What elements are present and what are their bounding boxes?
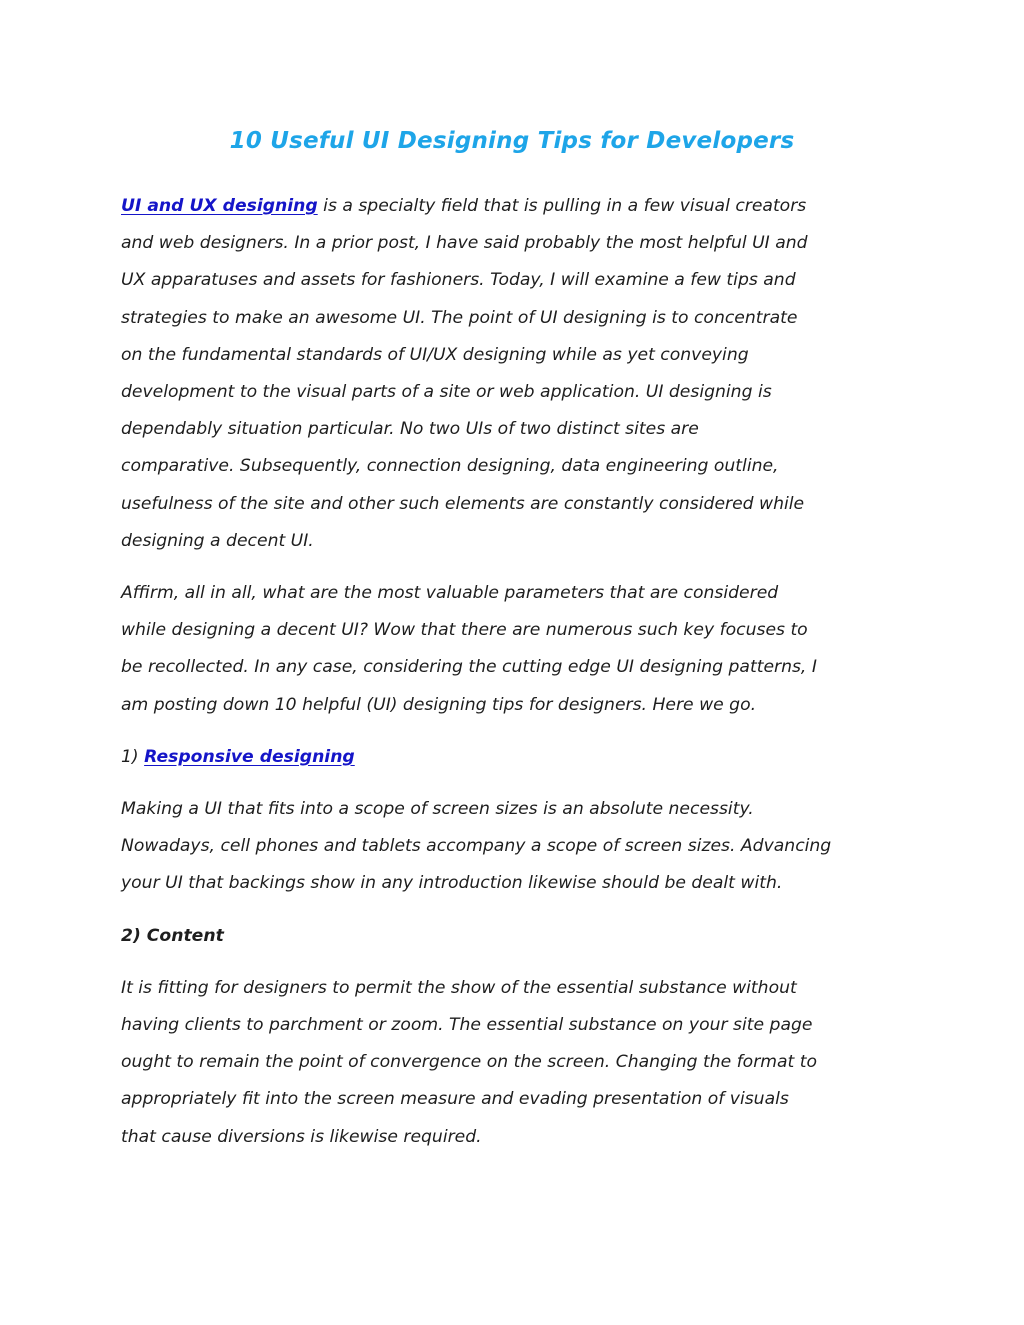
paragraph-line: Affirm, all in all, what are the most valuable parameters that are considered bbox=[121, 583, 779, 604]
page-title: 10 Useful UI Designing Tips for Developers bbox=[229, 128, 795, 154]
paragraph-line: Making a UI that fits into a scope of screen sizes is an absolute necessity. bbox=[121, 799, 754, 820]
section-1-number: 1) bbox=[121, 746, 145, 767]
paragraph-line: your UI that backings show in any introduction likewise should be dealt with. bbox=[121, 873, 783, 894]
paragraph-line: appropriately fit into the screen measure and evading presentation of visuals bbox=[121, 1089, 789, 1110]
section-1-heading bbox=[121, 739, 911, 776]
intro-line: designing a decent UI. bbox=[121, 530, 314, 551]
intro-line: and web designers. In a prior post, I have said probably the most helpful UI and bbox=[121, 233, 808, 254]
responsive-designing-link[interactable]: Responsive designing bbox=[144, 746, 355, 767]
section-1-paragraph bbox=[121, 791, 911, 903]
intro-line: usefulness of the site and other such elements are constantly considered while bbox=[121, 493, 805, 514]
paragraph-line: while designing a decent UI? Wow that there are numerous such key focuses to bbox=[121, 620, 808, 641]
intro-paragraph bbox=[121, 188, 911, 560]
parameters-paragraph bbox=[121, 575, 911, 724]
intro-line: UX apparatuses and assets for fashioners. Today, I will examine a few tips and bbox=[121, 270, 796, 291]
paragraph-line: am posting down 10 helpful (UI) designing tips for designers. Here we go. bbox=[121, 694, 757, 715]
paragraph-line: be recollected. In any case, considering the cutting edge UI designing patterns, I bbox=[121, 657, 817, 678]
paragraph-line: Nowadays, cell phones and tablets accompany a scope of screen sizes. Advancing bbox=[121, 836, 832, 857]
document-body bbox=[121, 188, 911, 1156]
intro-line: on the fundamental standards of UI/UX designing while as yet conveying bbox=[121, 344, 749, 365]
ui-ux-designing-link[interactable]: UI and UX designing bbox=[121, 196, 318, 216]
intro-line: comparative. Subsequently, connection designing, data engineering outline, bbox=[121, 456, 779, 477]
intro-line-1 bbox=[121, 188, 911, 225]
intro-line: dependably situation particular. No two UIs of two distinct sites are bbox=[121, 419, 699, 440]
intro-line-1-text: is a specialty field that is pulling in a few visual creators bbox=[317, 196, 807, 216]
paragraph-line: ought to remain the point of convergence on the screen. Changing the format to bbox=[121, 1052, 818, 1073]
section-2-paragraph bbox=[121, 970, 911, 1156]
intro-line: development to the visual parts of a site or web application. UI designing is bbox=[121, 382, 772, 403]
paragraph-line: that cause diversions is likewise required. bbox=[121, 1126, 482, 1147]
paragraph-line: having clients to parchment or zoom. The essential substance on your site page bbox=[121, 1015, 813, 1036]
section-2-heading: 2) Content bbox=[121, 925, 224, 946]
paragraph-line: It is fitting for designers to permit the show of the essential substance without bbox=[121, 977, 797, 998]
intro-line: strategies to make an awesome UI. The point of UI designing is to concentrate bbox=[121, 307, 798, 328]
